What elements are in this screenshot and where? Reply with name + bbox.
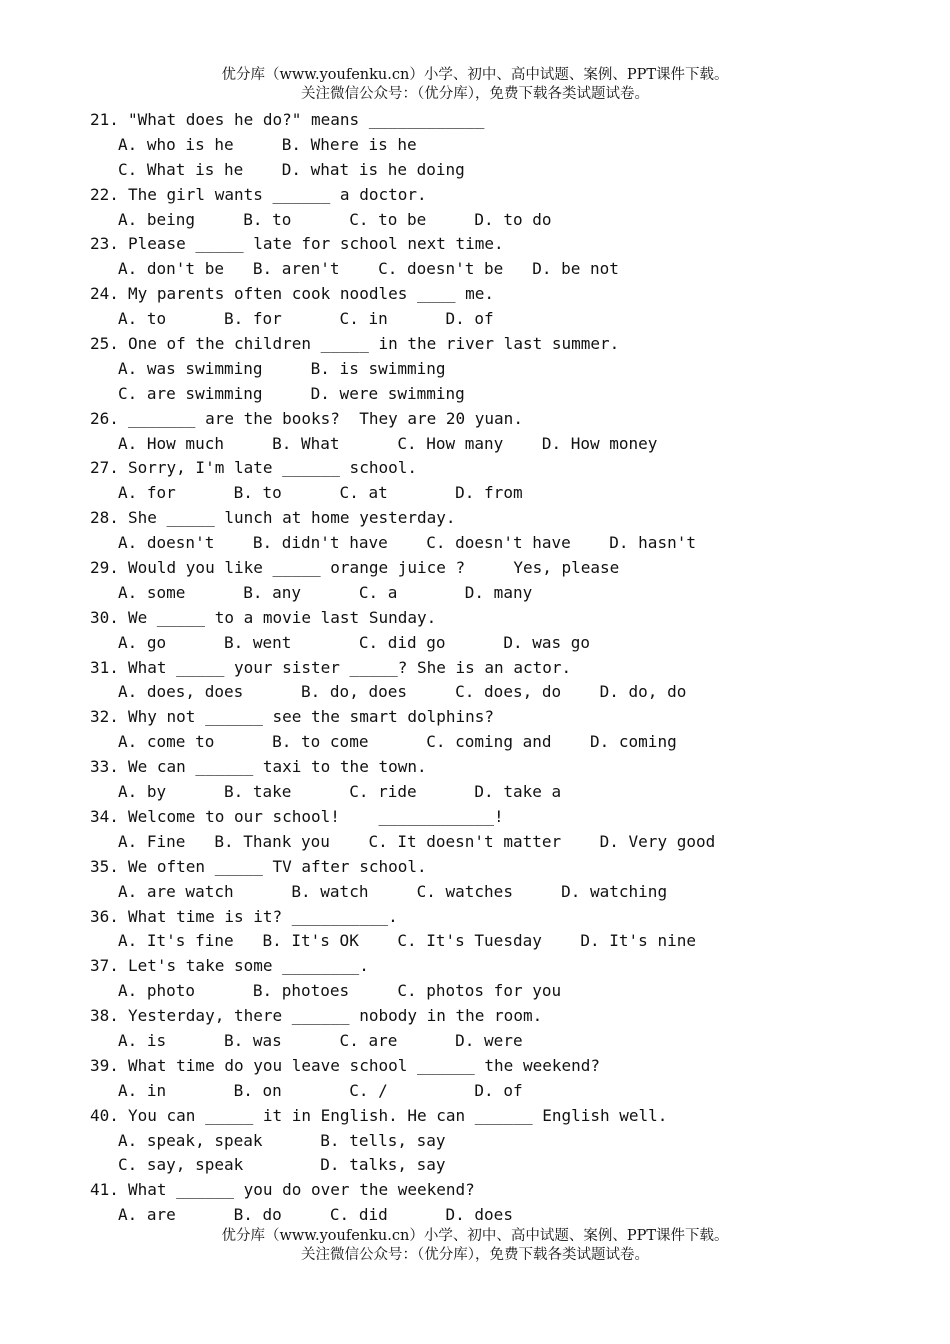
question-stem <box>90 606 930 631</box>
question-stem <box>90 108 930 133</box>
question-item <box>90 1178 930 1228</box>
answer-options: A. who is he B. Where is he <box>118 134 417 154</box>
question-item <box>90 456 930 506</box>
question-stem <box>90 954 930 979</box>
question-text: My parents often cook noodles ____ me. <box>128 284 495 304</box>
question-stem <box>90 755 930 780</box>
question-number: 26. <box>90 408 119 428</box>
question-stem <box>90 506 930 531</box>
question-stem <box>90 805 930 830</box>
question-number: 37. <box>90 956 119 976</box>
answer-options: C. say, speak D. talks, say <box>118 1155 446 1175</box>
question-number: 23. <box>90 234 119 254</box>
answer-options: A. speak, speak B. tells, say <box>118 1130 446 1150</box>
question-item <box>90 108 930 183</box>
question-text: Please _____ late for school next time. <box>128 234 504 254</box>
question-list <box>90 108 930 1228</box>
answer-options: A. Fine B. Thank you C. It doesn't matter D. Very good <box>118 831 716 851</box>
question-item <box>90 556 930 606</box>
answer-options: A. being B. to C. to be D. to do <box>118 209 552 229</box>
question-text: You can _____ it in English. He can ______ English well. <box>128 1105 668 1125</box>
question-stem <box>90 656 930 681</box>
question-number: 41. <box>90 1180 119 1200</box>
answer-options: A. in B. on C. / D. of <box>118 1080 523 1100</box>
question-text: What _____ your sister _____? She is an actor. <box>128 657 572 677</box>
question-text: What time do you leave school ______ the weekend? <box>128 1055 601 1075</box>
header-line-1: 优分库（www.youfenku.cn）小学、初中、高中试题、案例、PPT课件下载。 <box>221 67 729 83</box>
footer-line-1: 优分库（www.youfenku.cn）小学、初中、高中试题、案例、PPT课件下载。 <box>221 1228 729 1244</box>
question-text: What ______ you do over the weekend? <box>128 1180 475 1200</box>
answer-options: A. does, does B. do, does C. does, do D. do, do <box>118 682 687 702</box>
question-text: We can ______ taxi to the town. <box>128 757 427 777</box>
question-number: 32. <box>90 707 119 727</box>
answer-options: A. to B. for C. in D. of <box>118 309 494 329</box>
question-item <box>90 755 930 805</box>
answer-options: A. for B. to C. at D. from <box>118 483 523 503</box>
question-text: Yesterday, there ______ nobody in the room. <box>128 1006 543 1026</box>
question-stem <box>90 556 930 581</box>
question-item <box>90 1004 930 1054</box>
question-text: Would you like _____ orange juice ? Yes, please <box>128 558 620 578</box>
question-stem <box>90 1178 930 1203</box>
question-item <box>90 282 930 332</box>
page-header <box>0 66 950 104</box>
answer-options: A. How much B. What C. How many D. How money <box>118 433 658 453</box>
question-number: 40. <box>90 1105 119 1125</box>
question-item <box>90 1104 930 1179</box>
question-text: _______ are the books? They are 20 yuan. <box>128 408 523 428</box>
question-number: 35. <box>90 856 119 876</box>
question-text: What time is it? __________. <box>128 906 398 926</box>
question-text: Why not ______ see the smart dolphins? <box>128 707 495 727</box>
answer-options: A. is B. was C. are D. were <box>118 1030 523 1050</box>
question-item <box>90 183 930 233</box>
answer-options: A. come to B. to come C. coming and D. coming <box>118 732 677 752</box>
question-item <box>90 855 930 905</box>
question-text: Let's take some ________. <box>128 956 369 976</box>
question-number: 36. <box>90 906 119 926</box>
question-number: 28. <box>90 508 119 528</box>
question-item <box>90 805 930 855</box>
question-stem <box>90 1054 930 1079</box>
answer-options: A. It's fine B. It's OK C. It's Tuesday D. It's nine <box>118 931 696 951</box>
header-line-2: 关注微信公众号：（优分库），免费下载各类试题试卷。 <box>301 86 649 102</box>
question-number: 38. <box>90 1006 119 1026</box>
question-number: 30. <box>90 607 119 627</box>
answer-options: A. photo B. photoes C. photos for you <box>118 981 562 1001</box>
question-text: Welcome to our school! ____________! <box>128 806 504 826</box>
question-stem <box>90 1104 930 1129</box>
answer-options: C. What is he D. what is he doing <box>118 159 465 179</box>
question-item <box>90 1054 930 1104</box>
question-number: 27. <box>90 458 119 478</box>
page-footer <box>0 1227 950 1265</box>
answer-options: A. by B. take C. ride D. take a <box>118 782 562 802</box>
question-stem <box>90 456 930 481</box>
question-text: We often _____ TV after school. <box>128 856 427 876</box>
question-text: "What does he do?" means ____________ <box>128 110 485 129</box>
question-text: One of the children _____ in the river last summer. <box>128 334 620 354</box>
question-stem <box>90 705 930 730</box>
question-item <box>90 656 930 706</box>
question-stem <box>90 855 930 880</box>
question-number: 39. <box>90 1055 119 1075</box>
answer-options: A. doesn't B. didn't have C. doesn't have D. hasn't <box>118 533 696 553</box>
answer-options: C. are swimming D. were swimming <box>118 383 465 403</box>
question-stem <box>90 232 930 257</box>
question-text: The girl wants ______ a doctor. <box>128 184 427 204</box>
footer-line-2: 关注微信公众号：（优分库），免费下载各类试题试卷。 <box>301 1247 649 1263</box>
question-item <box>90 905 930 955</box>
question-item <box>90 705 930 755</box>
question-text: We _____ to a movie last Sunday. <box>128 607 437 627</box>
question-stem <box>90 407 930 432</box>
question-item <box>90 506 930 556</box>
question-number: 33. <box>90 757 119 777</box>
question-item <box>90 954 930 1004</box>
answer-options: A. are watch B. watch C. watches D. watching <box>118 881 668 901</box>
question-item <box>90 407 930 457</box>
answer-options: A. go B. went C. did go D. was go <box>118 632 591 652</box>
question-number: 29. <box>90 558 119 578</box>
question-text: She _____ lunch at home yesterday. <box>128 508 456 528</box>
answer-options: A. don't be B. aren't C. doesn't be D. be not <box>118 259 619 279</box>
question-item <box>90 332 930 407</box>
question-item <box>90 606 930 656</box>
answer-options: A. was swimming B. is swimming <box>118 358 446 378</box>
question-number: 25. <box>90 334 119 354</box>
answer-options: A. are B. do C. did D. does <box>118 1205 513 1225</box>
question-stem <box>90 282 930 307</box>
question-stem <box>90 1004 930 1029</box>
question-number: 31. <box>90 657 119 677</box>
question-text: Sorry, I'm late ______ school. <box>128 458 417 478</box>
question-stem <box>90 905 930 930</box>
question-number: 24. <box>90 284 119 304</box>
question-stem <box>90 183 930 208</box>
question-number: 21. <box>90 110 119 129</box>
answer-options: A. some B. any C. a D. many <box>118 582 533 602</box>
question-number: 34. <box>90 806 119 826</box>
question-item <box>90 232 930 282</box>
question-stem <box>90 332 930 357</box>
question-number: 22. <box>90 184 119 204</box>
